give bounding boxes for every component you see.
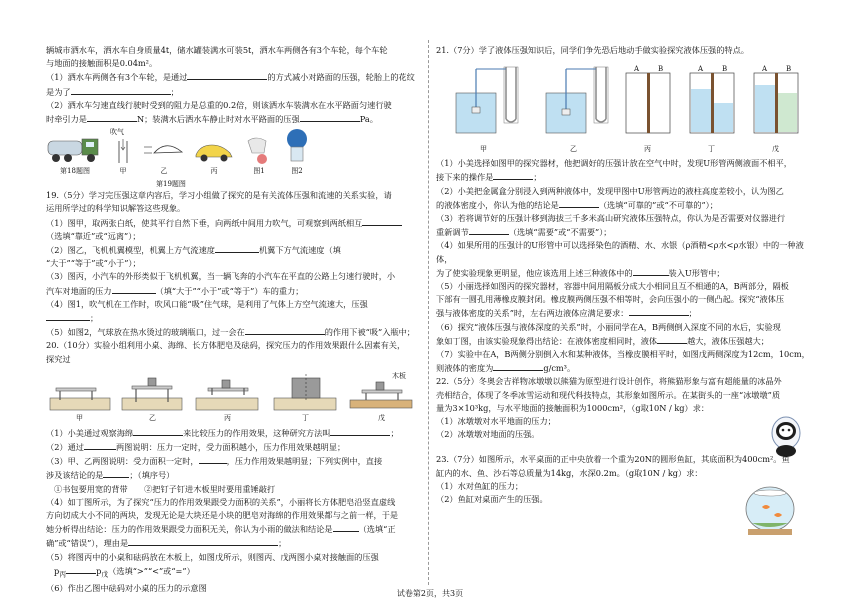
q21-figures bbox=[436, 59, 816, 155]
q21-line: （2）小美把金属盒分别浸入到两种液体中，发现甲图中U形管两边的液柱高度差较小，认为图乙 bbox=[436, 185, 784, 196]
q21-part6: 象如丁图，由该实验现象得出结论：在液体密度相同时，液体 越大，液体压强越大； bbox=[436, 335, 769, 346]
answer-blank[interactable] bbox=[629, 306, 689, 316]
q18-line: 辆城市洒水车，洒水车自身质量4t，储水罐装满水可装5t，洒水车两侧各有3个车轮，每个车轮 bbox=[46, 45, 388, 55]
q22-line: 22.（5分）冬奥会吉祥物冰墩墩以熊猫为原型进行设计创作，将熊猫形象与富有超能量的冰晶外 bbox=[436, 376, 782, 387]
q23-line: （1）水对鱼缸的压力； bbox=[436, 480, 524, 491]
bottle-balloon-figure bbox=[282, 127, 312, 178]
fish-tank-figure bbox=[740, 483, 800, 537]
q21-part4: 为了使实验现象更明显，他应该选用上述三种液体中的 装入U形管中； bbox=[436, 267, 725, 278]
column-divider bbox=[428, 40, 429, 585]
q22-block bbox=[436, 375, 816, 441]
q19-part3: 汽车对地面的压力 （填“大于”“小于”或“等于”）车的重力； bbox=[46, 285, 304, 296]
blower-figure bbox=[242, 131, 276, 178]
q20-part4: 她分析得出结论：压力的作用效果跟受力面积无关，你认为小雨的做法和结论是 （选填“正 bbox=[46, 524, 396, 535]
q18-part1b: 是为了 ； bbox=[46, 86, 179, 97]
q21-line: 21.（7分）学了液体压强知识后，同学们争先恐后地动手做实验探究液体压强的特点。 bbox=[436, 45, 749, 55]
jia-label: 甲 bbox=[119, 167, 127, 176]
q21-part5: 强与液体密度的关系”时，左右两边液体应满足要求： ； bbox=[436, 308, 697, 319]
answer-blank[interactable] bbox=[333, 522, 359, 532]
q19-part4: ； bbox=[46, 311, 418, 325]
q21-part3: 重新调节 （选填“需要”或“不需要”）； bbox=[436, 227, 612, 238]
q21-line: （5）小丽选择如图丙的探究器材，容器中间用隔板分成大小相同且互不相通的A，B两部分，隔板 bbox=[436, 281, 789, 292]
answer-blank[interactable] bbox=[362, 216, 402, 226]
label-b-ding: B bbox=[722, 65, 728, 74]
fig-label-wu: 戊 bbox=[772, 145, 779, 154]
q18-caption: 第18题图 bbox=[60, 167, 90, 176]
answer-blank[interactable] bbox=[128, 536, 278, 546]
left-column bbox=[46, 44, 418, 595]
answer-blank[interactable] bbox=[71, 85, 171, 95]
car-figure bbox=[192, 137, 236, 178]
q20-part4b: 确”或“错误”），理由是 ； bbox=[46, 538, 287, 549]
sponge-figures bbox=[46, 368, 418, 414]
q20-part3: （3）甲、乙两图说明：受力面积一定时， ，压力作用效果越明显；下列实例中，直接 bbox=[46, 456, 383, 467]
answer-blank[interactable] bbox=[66, 564, 96, 574]
label-b-bing: B bbox=[658, 65, 664, 74]
answer-blank[interactable] bbox=[493, 361, 543, 371]
q20-line: 探究过 bbox=[46, 353, 71, 364]
board-label: 木板 bbox=[392, 371, 406, 380]
q19-line: （选填“靠近”或“远离”）； bbox=[46, 230, 141, 241]
q22-line: 量为3×10³kg，与水平地面的接触面积为1000cm²，（g取10N / kg）求： bbox=[436, 402, 710, 413]
q21-part1: 接下来的操作是 ； bbox=[436, 172, 542, 183]
q21-line: （7）实验中在A，B两侧分别倒入水和某种液体，当橡皮膜相平时，如图戊两侧深度为12cm，10cm， bbox=[436, 349, 810, 360]
q20-part5: $p_丙$ $p_戊$（选填“>”“<”或“=”） bbox=[54, 565, 195, 579]
q19-line: （3）图丙，小汽车的外形类似于飞机机翼，当一辆飞奔的小汽车在平直的公路上匀速行驶时，小 bbox=[46, 271, 396, 282]
answer-blank[interactable] bbox=[112, 284, 156, 294]
paper-blow-figure bbox=[110, 126, 136, 178]
fig-label-jia: 甲 bbox=[76, 413, 83, 422]
q19-line: （4）图1，吹气机在工作时，吹风口能“吸”住气球，是利用了气体上方空气流速大，压强 bbox=[46, 298, 368, 309]
fig-label-yi: 乙 bbox=[570, 145, 577, 154]
q19-part2: （2）图乙，飞机机翼模型，机翼上方气流速度 机翼下方气流速度（填 bbox=[46, 245, 341, 256]
bing-dwen-dwen-figure bbox=[766, 411, 806, 459]
q22-line: （2）冰墩墩对地面的压强。 bbox=[436, 429, 540, 440]
q20-figures bbox=[46, 368, 418, 424]
answer-blank[interactable] bbox=[215, 243, 259, 253]
answer-blank[interactable] bbox=[84, 440, 116, 450]
q21-line: （1）小美选择如图甲的探究器材，他把调好的压强计放在空气中时，发现U形管两侧液面不相平， bbox=[436, 158, 792, 169]
q19-part5: （5）如图2，气球放在热水烫过的玻璃瓶口，过一会在 的作用下被“吸”入瓶中； bbox=[46, 327, 415, 338]
q19-caption-line: 第19题图 bbox=[156, 180, 186, 189]
q18-part2: 时牵引力是 N；装满水后洒水车静止时对水平路面的压强 Pa。 bbox=[46, 114, 378, 125]
q20-line: （6）作出乙图中砝码对小桌的压力的示意图 bbox=[46, 582, 207, 593]
answer-blank[interactable] bbox=[87, 112, 137, 122]
fig2-label: 图2 bbox=[291, 167, 303, 176]
answer-blank[interactable] bbox=[657, 334, 687, 344]
fig-label-wu: 戊 bbox=[378, 413, 385, 422]
q18-part1: （1）洒水车两侧各有3个车轮，是通过 的方式减小对路面的压强，轮胎上的花纹 bbox=[46, 72, 415, 83]
q22-line: （1）冰墩墩对水平地面的压力； bbox=[436, 416, 556, 427]
q19-line: 运用所学过的科学知识解答这些现象。 bbox=[46, 203, 186, 214]
answer-blank[interactable] bbox=[245, 325, 325, 335]
q19-line: “大于”“等于”或“小于”）； bbox=[46, 258, 141, 269]
answer-blank[interactable] bbox=[199, 454, 227, 464]
bing-label: 丙 bbox=[210, 167, 218, 176]
answer-blank[interactable] bbox=[330, 426, 390, 436]
answer-blank[interactable] bbox=[633, 266, 669, 276]
right-column bbox=[436, 44, 816, 506]
q18-q19-figures bbox=[46, 128, 418, 178]
q23-block bbox=[436, 453, 816, 506]
fig-label-yi: 乙 bbox=[149, 413, 156, 422]
q19-part1: （1）图甲，取两张白纸，使其平行自然下垂，向两纸中间用力吹气，可观察到两纸相互 bbox=[46, 216, 418, 230]
q21-part2: 的液体密度小，你认为他的结论是 （选填“可靠的”或“不可靠的”）； bbox=[436, 199, 718, 210]
blow-label: 吹气 bbox=[110, 127, 124, 136]
q21-line: （3）若将调节好的压强计移到海拔三千多米高山研究液体压强特点，你认为是否需要对仪器进行 bbox=[436, 213, 786, 224]
page-footer: 试卷第2页，共3页 bbox=[396, 589, 464, 598]
q23-line: （2）鱼缸对桌面产生的压强。 bbox=[436, 494, 548, 505]
fig-label-jia: 甲 bbox=[480, 145, 487, 154]
label-a-ding: A bbox=[698, 65, 704, 74]
answer-blank[interactable] bbox=[469, 225, 509, 235]
q20-line: （5）将图丙中的小桌和砝码放在木板上，如图戊所示，则图丙、戊两图小桌对接触面的压强 bbox=[46, 551, 379, 562]
q22-line: 壳相结合，体现了冬季冰雪运动和现代科技特点，其形象如图所示。在某街头的一座“冰墩墩”质 bbox=[436, 389, 781, 400]
answer-blank[interactable] bbox=[133, 426, 183, 436]
answer-blank[interactable] bbox=[103, 468, 129, 478]
label-a-bing: A bbox=[634, 65, 640, 74]
q21-line: 下部有一圆孔用薄橡皮膜封闭。橡皮膜两侧压强不相等时，会向压强小的一侧凸起。探究“液体压 bbox=[436, 294, 785, 305]
q18-line: （2）洒水车匀速直线行驶时受到的阻力是总重的0.2倍，则该洒水车装满水在水平路面匀速行驶 bbox=[46, 99, 392, 110]
q21-line: （4）如果所用的压强计的U形管中可以选择染色的酒精、水、水银（ρ酒精<ρ水<ρ水银）中的一种液体， bbox=[436, 240, 804, 264]
fig-label-ding: 丁 bbox=[708, 145, 715, 154]
label-b-wu: B bbox=[786, 65, 792, 74]
q20-line: 20.（10分）实验小组利用小桌、海绵、长方体肥皂及砝码，探究压力的作用效果跟什么因素有关， bbox=[46, 340, 406, 351]
q23-line: 缸内的水、鱼、沙石等总质量为14kg，水深0.2m。（g取10N / kg）求： bbox=[436, 467, 703, 478]
q19-line: 19.（5分）学习完压强这章内容后，学习小组做了探究的是有关流体压强和流速的关系实验，请 bbox=[46, 190, 392, 201]
q20-line: （4）如丁图所示，为了探究“压力的作用效果跟受力面积的关系”，小丽将长方体肥皂沿竖直虚线 bbox=[46, 496, 396, 507]
sprinkler-truck-figure bbox=[46, 131, 104, 178]
answer-blank[interactable] bbox=[300, 112, 360, 122]
fig-label-bing: 丙 bbox=[224, 413, 231, 422]
pressure-gauge-figures bbox=[436, 59, 816, 143]
fig1-label: 图1 bbox=[253, 167, 265, 176]
q20-part2: （2）通过 两图说明：压力一定时，受力面积越小，压力作用效果越明显； bbox=[46, 442, 346, 453]
q23-line: 23.（7分）如图所示，水平桌面的正中央放着一个重为20N的圆形鱼缸，其底面积为400cm²。鱼 bbox=[436, 454, 790, 465]
q20-options: ①书包要用宽的背带 ②把钉子钉进木板里时要用重锤敲打 bbox=[54, 483, 276, 494]
answer-blank[interactable] bbox=[187, 70, 267, 80]
fig-label-bing: 丙 bbox=[644, 145, 651, 154]
fig-label-ding: 丁 bbox=[302, 413, 309, 422]
q21-part7: 则液体的密度为 g/cm³。 bbox=[436, 363, 576, 374]
answer-blank[interactable] bbox=[559, 198, 599, 208]
label-a-wu: A bbox=[762, 65, 768, 74]
q18-line: 与地面的接触面积是0.04m²。 bbox=[46, 58, 158, 69]
q20-line: 方向切成大小不同的两块，发现无论是大块还是小块的肥皂对海绵的作用效果都与之前一样，于是 bbox=[46, 510, 399, 521]
answer-blank[interactable] bbox=[46, 311, 90, 321]
q20-part1: （1）小美通过观察海绵 来比较压力的作用效果，这种研究方法叫 ； bbox=[46, 427, 399, 438]
q20-part3b: 涉及该结论的是 ；（填序号） bbox=[46, 470, 175, 481]
wing-figure bbox=[142, 135, 186, 178]
q21-line: （6）探究“液体压强与液体深度的关系”时，小丽同学在A，B两侧倒入深度不同的水后，实验现 bbox=[436, 321, 781, 332]
answer-blank[interactable] bbox=[493, 170, 533, 180]
yi-label: 乙 bbox=[160, 167, 168, 176]
